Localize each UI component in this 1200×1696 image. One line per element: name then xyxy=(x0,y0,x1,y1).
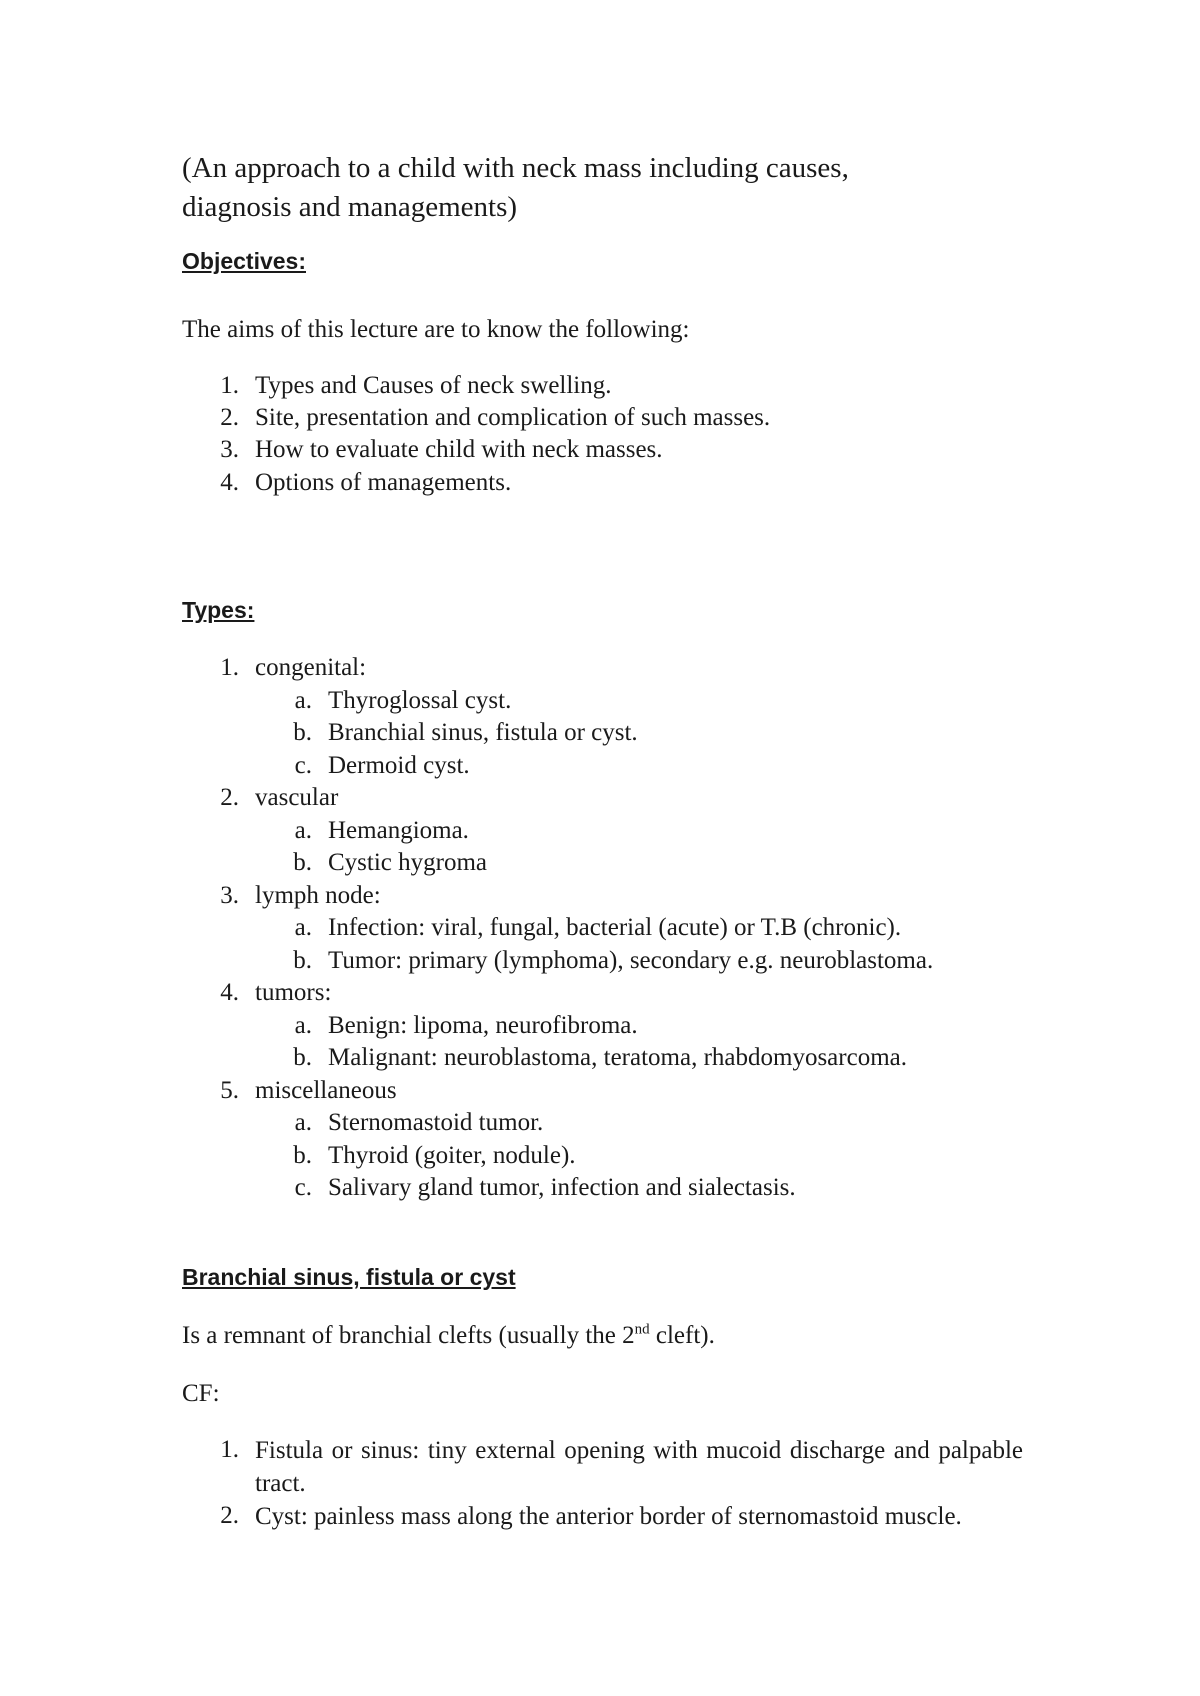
sub-list-item: Tumor: primary (lymphoma), secondary e.g. neuroblastoma. xyxy=(328,947,934,974)
sub-item-letter: a. xyxy=(294,1012,312,1039)
list-item: How to evaluate child with neck masses. xyxy=(255,436,663,463)
sub-list-item: Thyroglossal cyst. xyxy=(328,687,512,714)
sub-list-item: Hemangioma. xyxy=(328,817,469,844)
sub-list-item: Sternomastoid tumor. xyxy=(328,1109,544,1136)
sub-list-item: Salivary gland tumor, infection and sialectasis. xyxy=(328,1174,796,1201)
sub-list-item: Malignant: neuroblastoma, teratoma, rhabdomyosarcoma. xyxy=(328,1044,907,1071)
list-item-number: 2. xyxy=(220,784,239,811)
sub-item-letter: a. xyxy=(294,817,312,844)
branchial-description-tail: cleft). xyxy=(649,1322,715,1349)
sub-item-letter: b. xyxy=(293,1044,312,1071)
list-item-number: 2. xyxy=(220,1502,239,1529)
sub-list-item: Benign: lipoma, neurofibroma. xyxy=(328,1012,638,1039)
sub-item-letter: b. xyxy=(293,719,312,746)
list-item: Cyst: painless mass along the anterior border of sternomastoid muscle. xyxy=(255,1503,962,1530)
list-item: Options of managements. xyxy=(255,469,512,496)
list-item: congenital: xyxy=(255,654,367,681)
list-item: Types and Causes of neck swelling. xyxy=(255,372,612,399)
sub-item-letter: a. xyxy=(294,687,312,714)
branchial-description-text: Is a remnant of branchial clefts (usually the 2 xyxy=(182,1322,635,1349)
cf-label: CF: xyxy=(182,1380,220,1407)
list-item-number: 5. xyxy=(220,1077,239,1104)
list-item: tumors: xyxy=(255,979,332,1006)
sub-item-letter: b. xyxy=(293,849,312,876)
types-heading: Types: xyxy=(182,597,255,623)
sub-item-letter: a. xyxy=(294,914,312,941)
list-item-number: 2. xyxy=(220,404,239,431)
list-item-number: 3. xyxy=(220,436,239,463)
sub-item-letter: a. xyxy=(294,1109,312,1136)
list-item: miscellaneous xyxy=(255,1077,397,1104)
list-item-number: 4. xyxy=(220,979,239,1006)
sub-list-item: Dermoid cyst. xyxy=(328,752,470,779)
document-title-line-2: diagnosis and managements) xyxy=(182,191,518,223)
list-item-number: 1. xyxy=(220,372,239,399)
sub-item-letter: b. xyxy=(293,947,312,974)
list-item: lymph node: xyxy=(255,882,381,909)
list-item-number: 3. xyxy=(220,882,239,909)
branchial-heading: Branchial sinus, fistula or cyst xyxy=(182,1264,516,1290)
list-item-number: 4. xyxy=(220,469,239,496)
objectives-intro: The aims of this lecture are to know the following: xyxy=(182,316,690,343)
list-item: Fistula or sinus: tiny external opening with mucoid discharge and palpable tract. xyxy=(255,1437,1023,1497)
sub-item-letter: c. xyxy=(294,1174,312,1201)
sub-list-item: Cystic hygroma xyxy=(328,849,488,876)
sub-item-letter: b. xyxy=(293,1142,312,1169)
list-item: Site, presentation and complication of such masses. xyxy=(255,404,771,431)
document-title-line-1: (An approach to a child with neck mass including causes, xyxy=(182,152,849,184)
list-item: vascular xyxy=(255,784,339,811)
ordinal-superscript: nd xyxy=(634,1321,650,1338)
sub-list-item: Infection: viral, fungal, bacterial (acute) or T.B (chronic). xyxy=(328,914,902,941)
branchial-description xyxy=(182,1320,715,1352)
sub-item-letter: c. xyxy=(294,752,312,779)
objectives-heading: Objectives: xyxy=(182,248,306,274)
list-item-number: 1. xyxy=(220,1436,239,1463)
list-item-number: 1. xyxy=(220,654,239,681)
sub-list-item: Thyroid (goiter, nodule). xyxy=(328,1142,576,1169)
sub-list-item: Branchial sinus, fistula or cyst. xyxy=(328,719,638,746)
